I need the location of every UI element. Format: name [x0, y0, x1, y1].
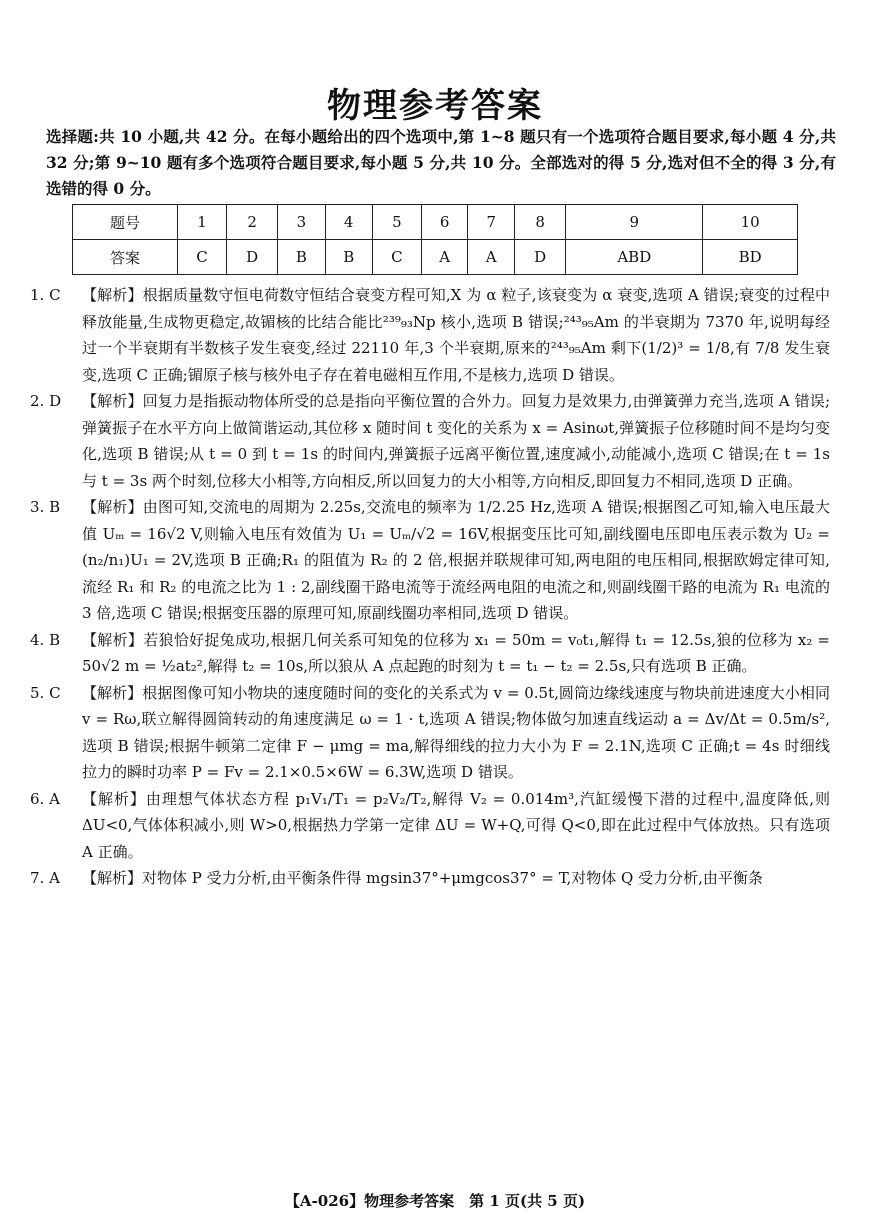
table-cell: 6 [421, 205, 468, 240]
answer-table [72, 204, 798, 275]
table-cell: D [515, 240, 566, 275]
solution-item [30, 786, 830, 866]
solution-item [30, 388, 830, 494]
page-footer: 【A-026】物理参考答案 第 1 页(共 5 页) [284, 1192, 586, 1210]
solution-number: 5. C [30, 683, 61, 702]
table-header-label: 答案 [73, 240, 178, 275]
intro-paragraph: 选择题:共 10 小题,共 42 分。在每小题给出的四个选项中,第 1~8 题只有一个选项符合题目要求,每小题 4 分,共 32 分;第 9~10 题有多个选项符合题目要求,每小题 5 分,共 10 分。全部选对的得 5 分,选对但不全的得 3 分,有选错的得 0 分。 [46, 127, 836, 198]
table-cell: 4 [325, 205, 372, 240]
table-cell: B [278, 240, 325, 275]
solution-list [30, 282, 830, 892]
table-cell: 8 [515, 205, 566, 240]
table-cell: 9 [566, 205, 703, 240]
solution-text: 【解析】根据质量数守恒电荷数守恒结合衰变方程可知,X 为 α 粒子,该衰变为 α 衰变,选项 A 错误;衰变的过程中释放能量,生成物更稳定,故镅核的比结合能比²³⁹₉₃Np 核小,选项 B 错误;²⁴³₉₅Am 的半衰期为 7370 年,说明每经过一个半衰期有半数核子发生衰变,经过 22110 年,3 个半衰期,原来的²⁴³₉₅Am 剩下(1/2)³ = 1/8,有 7/8 发生衰变,选项 C 正确;镅原子核与核外电子存在着电磁相互作用,不是核力,选项 D 错误。 [82, 286, 830, 384]
solution-number: 2. D [30, 392, 62, 410]
table-cell: 1 [178, 205, 227, 240]
solution-number: 4. B [30, 630, 61, 649]
solution-text: 【解析】根据图像可知小物块的速度随时间的变化的关系式为 v = 0.5t,圆筒边缘线速度与物块前进速度大小相同 v = Rω,联立解得圆筒转动的角速度满足 ω = 1 · t,选项 A 错误;物体做匀加速直线运动 a = Δv/Δt = 0.5m/s²,选项 B 错误;根据牛顿第二定律 F − μmg = ma,解得细线的拉力大小为 F = 2.1N,选项 C 正确;t = 4s 时细线拉力的瞬时功率 P = Fv = 2.1×0.5×6W = 6.3W,选项 D 错误。 [82, 683, 830, 781]
table-cell: 2 [227, 205, 278, 240]
table-row-numbers [73, 205, 798, 240]
table-cell: C [178, 240, 227, 275]
solution-text: 【解析】对物体 P 受力分析,由平衡条件得 mgsin37°+μmgcos37° = T,对物体 Q 受力分析,由平衡条 [82, 869, 763, 887]
table-cell: 10 [703, 205, 798, 240]
solution-item [30, 680, 830, 786]
table-cell: 5 [372, 205, 421, 240]
table-cell: C [372, 240, 421, 275]
solution-item [30, 865, 830, 892]
solution-number: 1. C [30, 286, 61, 304]
solution-text: 【解析】回复力是指振动物体所受的总是指向平衡位置的合外力。回复力是效果力,由弹簧弹力充当,选项 A 错误;弹簧振子在水平方向上做简谐运动,其位移 x 随时间 t 变化的关系为 x = Asinωt,弹簧振子位移随时间不是均匀变化,选项 B 错误;从 t = 0 到 t = 1s 的时间内,弹簧振子远离平衡位置,速度减小,动能减小,选项 C 错误;在 t = 1s 与 t = 3s 两个时刻,位移大小相等,方向相反,所以回复力的大小相等,方向相反,即回复力不相同,选项 D 正确。 [82, 392, 830, 490]
table-header-label: 题号 [73, 205, 178, 240]
solution-text: 【解析】由理想气体状态方程 p₁V₁/T₁ = p₂V₂/T₂,解得 V₂ = 0.014m³,汽缸缓慢下潜的过程中,温度降低,则 ΔU<0,气体体积减小,则 W>0,根据热力学第一定律 ΔU = W+Q,可得 Q<0,即在此过程中气体放热。只有选项 A 正确。 [82, 789, 830, 861]
solution-item [30, 494, 830, 627]
table-cell: 3 [278, 205, 325, 240]
solution-text: 【解析】由图可知,交流电的周期为 2.25s,交流电的频率为 1/2.25 Hz,选项 A 错误;根据图乙可知,输入电压最大值 Uₘ = 16√2 V,则输入电压有效值为 U₁ = Uₘ/√2 = 16V,根据变压比可知,副线圈电压即电压表示数为 U₂ = (n₂/n₁)U₁ = 2V,选项 B 正确;R₁ 的阻值为 R₂ 的 2 倍,根据并联规律可知,两电阻的电压相同,根据欧姆定律可知,流经 R₁ 和 R₂ 的电流之比为 1 : 2,副线圈干路电流等于流经两电阻的电流之和,则副线圈干路的电流为 R₁ 电流的 3 倍,选项 C 错误;根据变压器的原理可知,原副线圈功率相同,选项 D 错误。 [82, 498, 830, 622]
table-cell: B [325, 240, 372, 275]
solution-number: 7. A [30, 869, 60, 887]
table-cell: A [468, 240, 515, 275]
page-title: 物理参考答案 [327, 86, 543, 126]
solution-item [30, 627, 830, 680]
table-cell: BD [703, 240, 798, 275]
table-cell: D [227, 240, 278, 275]
table-cell: ABD [566, 240, 703, 275]
solution-text: 【解析】若狼恰好捉兔成功,根据几何关系可知兔的位移为 x₁ = 50m = v₀t₁,解得 t₁ = 12.5s,狼的位移为 x₂ = 50√2 m = ½at₂²,解得 t₂ = 10s,所以狼从 A 点起跑的时刻为 t = t₁ − t₂ = 2.5s,只有选项 B 正确。 [82, 630, 830, 675]
solution-number: 3. B [30, 498, 61, 516]
table-cell: A [421, 240, 468, 275]
table-row-answers [73, 240, 798, 275]
table-cell: 7 [468, 205, 515, 240]
solution-item [30, 282, 830, 388]
solution-number: 6. A [30, 789, 60, 808]
